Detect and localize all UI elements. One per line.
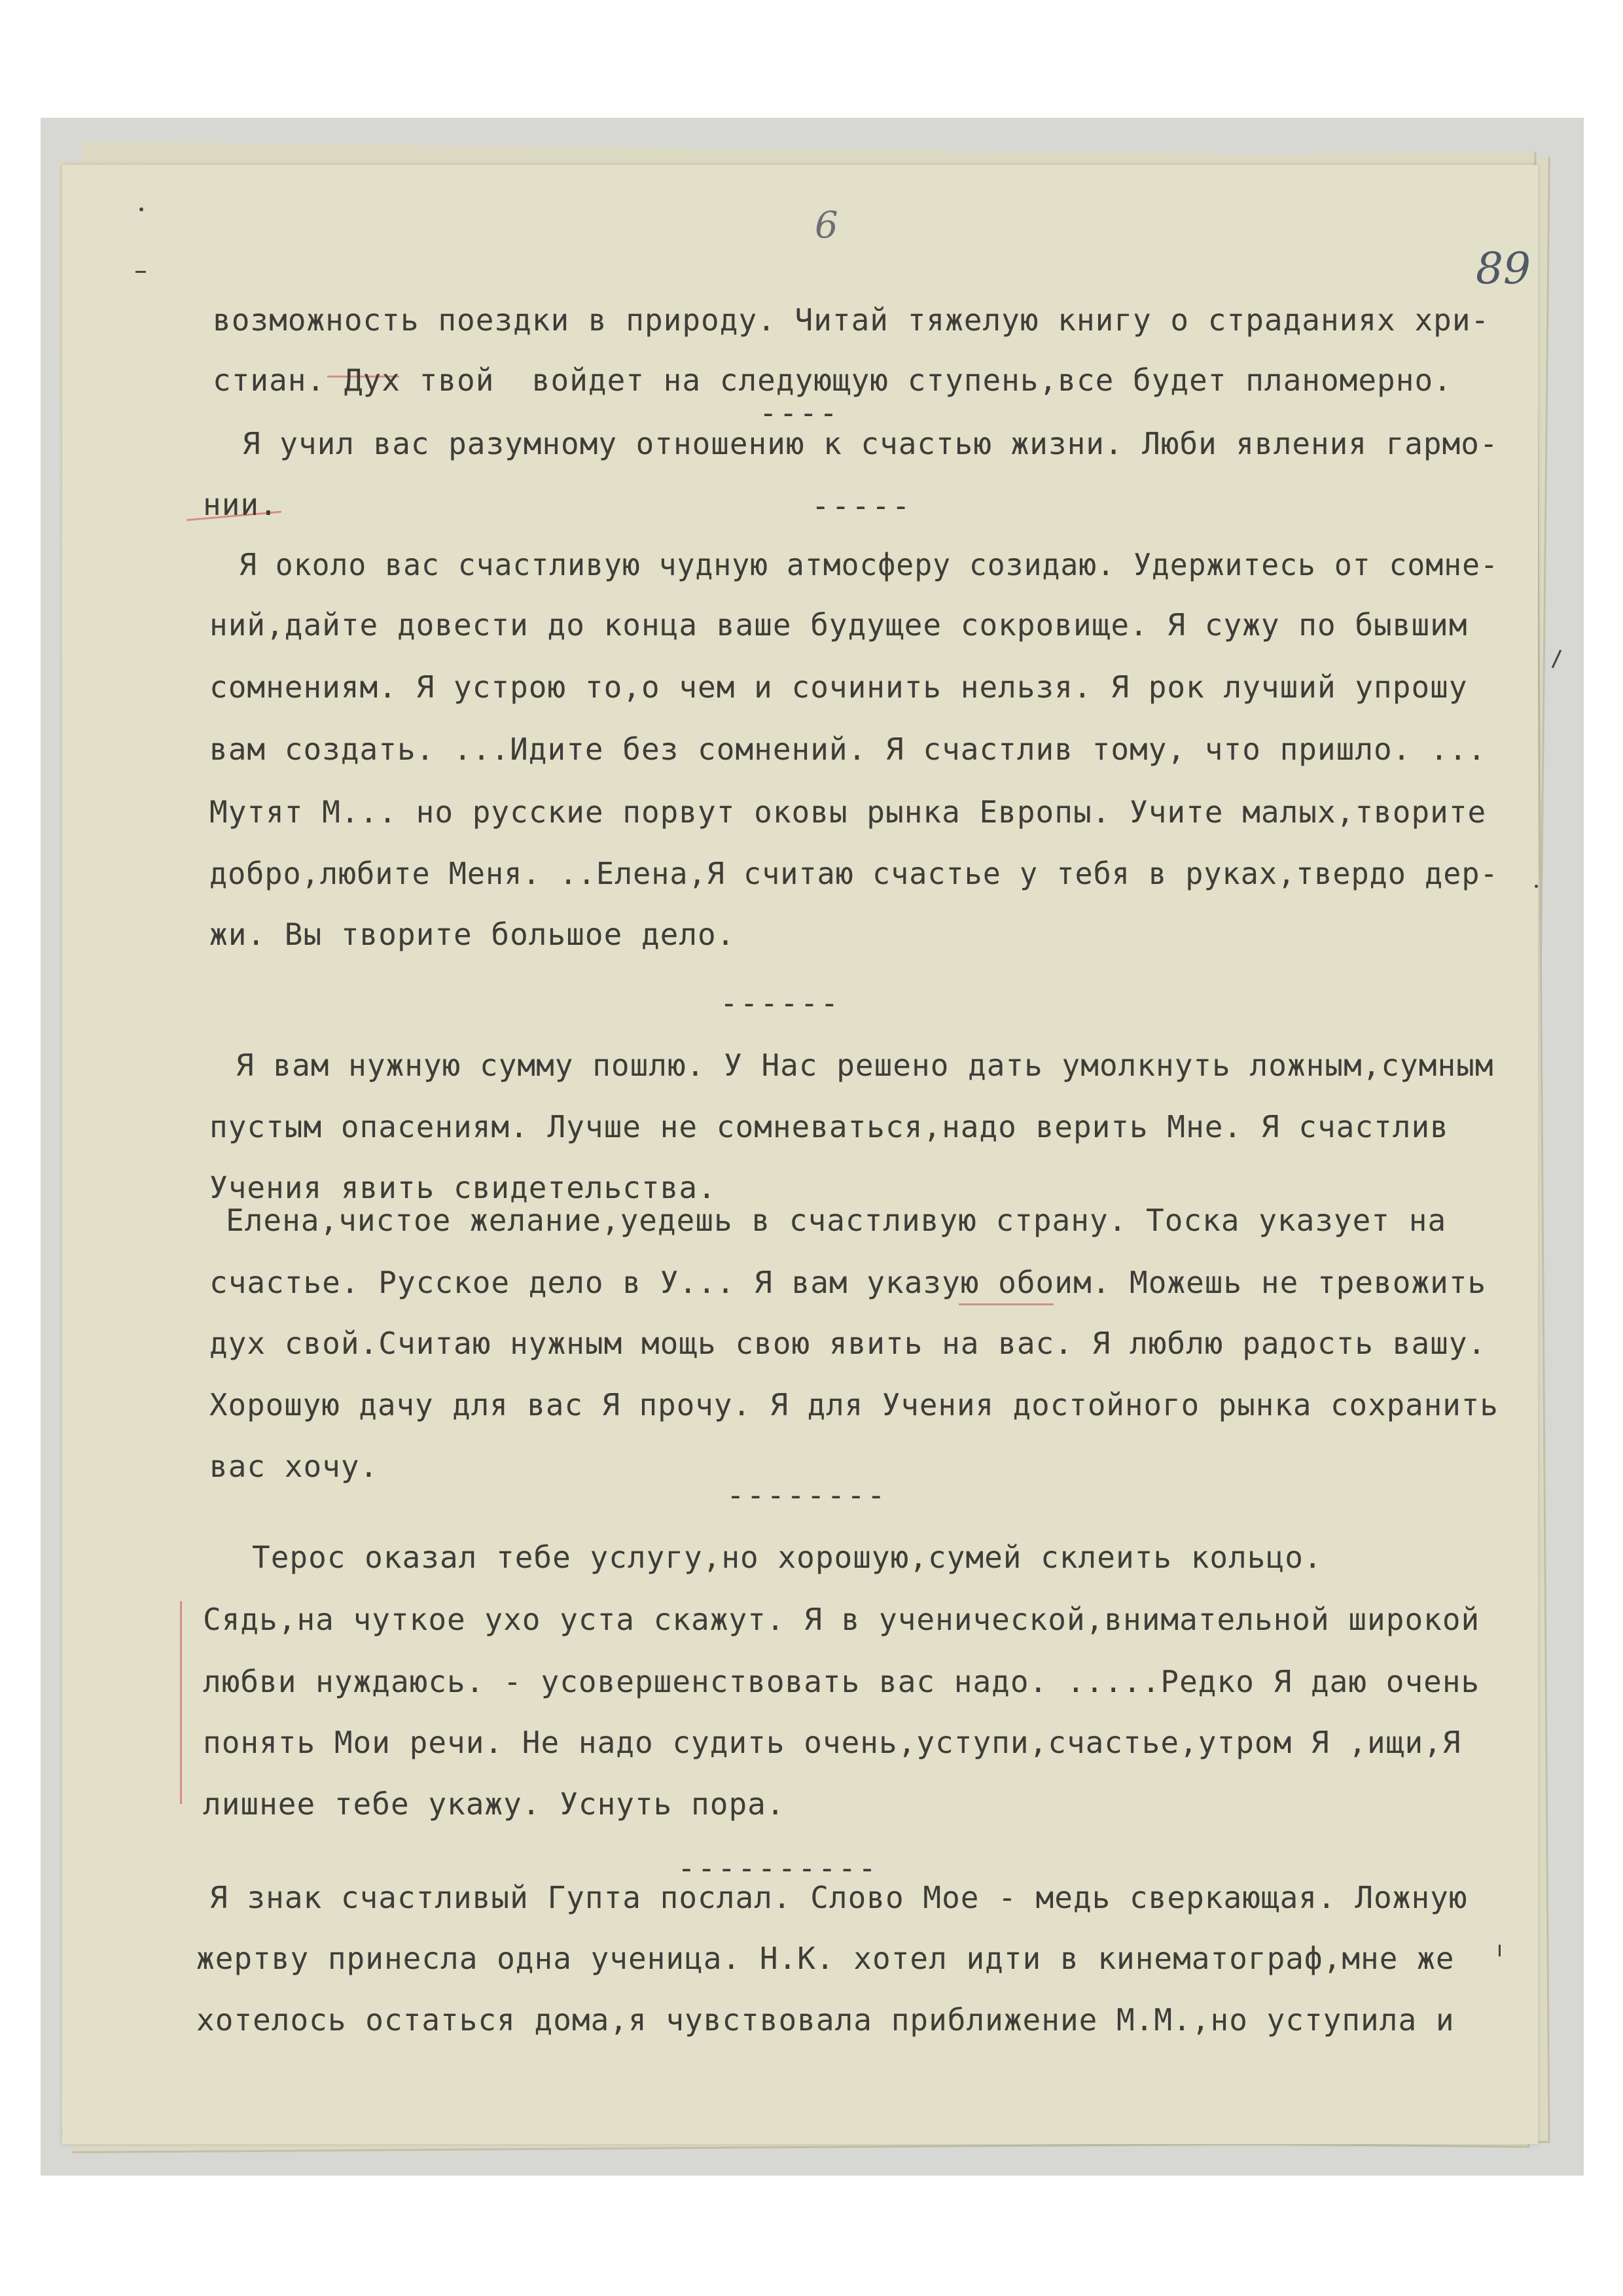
- page-number: 89: [1476, 243, 1531, 294]
- text-line: Я знак счастливый Гупта послал. Слово Мое - медь сверкающая. Ложную: [209, 1880, 1468, 1915]
- section-divider: -----: [812, 488, 912, 523]
- text-line: понять Мои речи. Не надо судить очень,уступи,счастье,утром Я ,ищи,Я: [203, 1725, 1461, 1760]
- text-line: счастье. Русское дело в У... Я вам указую обоим. Можешь не тревожить: [209, 1265, 1487, 1300]
- text-line: Учения явить свидетельства.: [209, 1170, 717, 1205]
- text-line: пустым опасениям. Лучше не сомневаться,надо верить Мне. Я счастлив: [209, 1109, 1449, 1144]
- section-divider: ------: [720, 985, 841, 1021]
- text-line: стиан. Дух твой войдет на следующую ступень,все будет планомерно.: [213, 362, 1452, 398]
- text-line: Я вам нужную сумму пошлю. У Нас решено дать умолкнуть ложным,сумным: [236, 1048, 1494, 1083]
- text-line: нии.: [203, 487, 278, 522]
- text-line: вас хочу.: [209, 1449, 379, 1484]
- text-line: сомнениям. Я устрою то,о чем и сочинить нельзя. Я рок лучший упрошу: [209, 669, 1468, 705]
- text-line: Я учил вас разумному отношению к счастью жизни. Люби явления гармо-: [242, 426, 1499, 461]
- text-line: любви нуждаюсь. - усовершенствовать вас надо. .....Редко Я даю очень: [203, 1664, 1480, 1699]
- folio-mark: 6: [815, 204, 838, 247]
- text-line: хотелось остаться дома,я чувствовала приближение М.М.,но уступила и: [196, 2002, 1455, 2038]
- text-line: жертву принесла одна ученица. Н.К. хотел идти в кинематограф,мне же: [196, 1941, 1455, 1976]
- text-line: Елена,чистое желание,уедешь в счастливую страну. Тоска указует на: [226, 1203, 1447, 1238]
- text-line: дух свой.Считаю нужным мощь свою явить на вас. Я люблю радость вашу.: [209, 1326, 1487, 1361]
- text-line: Я около вас счастливую чудную атмосферу созидаю. Удержитесь от сомне-: [239, 547, 1499, 582]
- body-text: [62, 165, 1538, 2144]
- text-line: Хорошую дачу для вас Я прочу. Я для Учения достойного рынка сохранить: [209, 1387, 1499, 1422]
- text-line: лишнее тебе укажу. Уснуть пора.: [203, 1786, 785, 1822]
- text-line: Сядь,на чуткое ухо уста скажут. Я в ученической,внимательной широкой: [203, 1602, 1480, 1637]
- text-line: Мутят М... но русские порвут оковы рынка Европы. Учите малых,творите: [209, 794, 1487, 830]
- text-line: Терос оказал тебе услугу,но хорошую,сумей склеить кольцо.: [252, 1540, 1323, 1575]
- section-divider: ----: [759, 395, 840, 431]
- text-line: добро,любите Меня. ..Елена,Я считаю счастье у тебя в руках,твердо дер-: [209, 856, 1499, 891]
- text-line: возможность поездки в природу. Читай тяжелую книгу о страданиях хри-: [213, 302, 1490, 338]
- section-divider: ----------: [677, 1850, 878, 1886]
- typewritten-page: [62, 165, 1538, 2144]
- section-divider: --------: [726, 1477, 887, 1513]
- text-line: вам создать. ...Идите без сомнений. Я счастлив тому, что пришло. ...: [209, 732, 1487, 767]
- text-line: жи. Вы творите большое дело.: [209, 917, 736, 952]
- text-line: ний,дайте довести до конца ваше будущее сокровище. Я сужу по бывшим: [209, 607, 1468, 643]
